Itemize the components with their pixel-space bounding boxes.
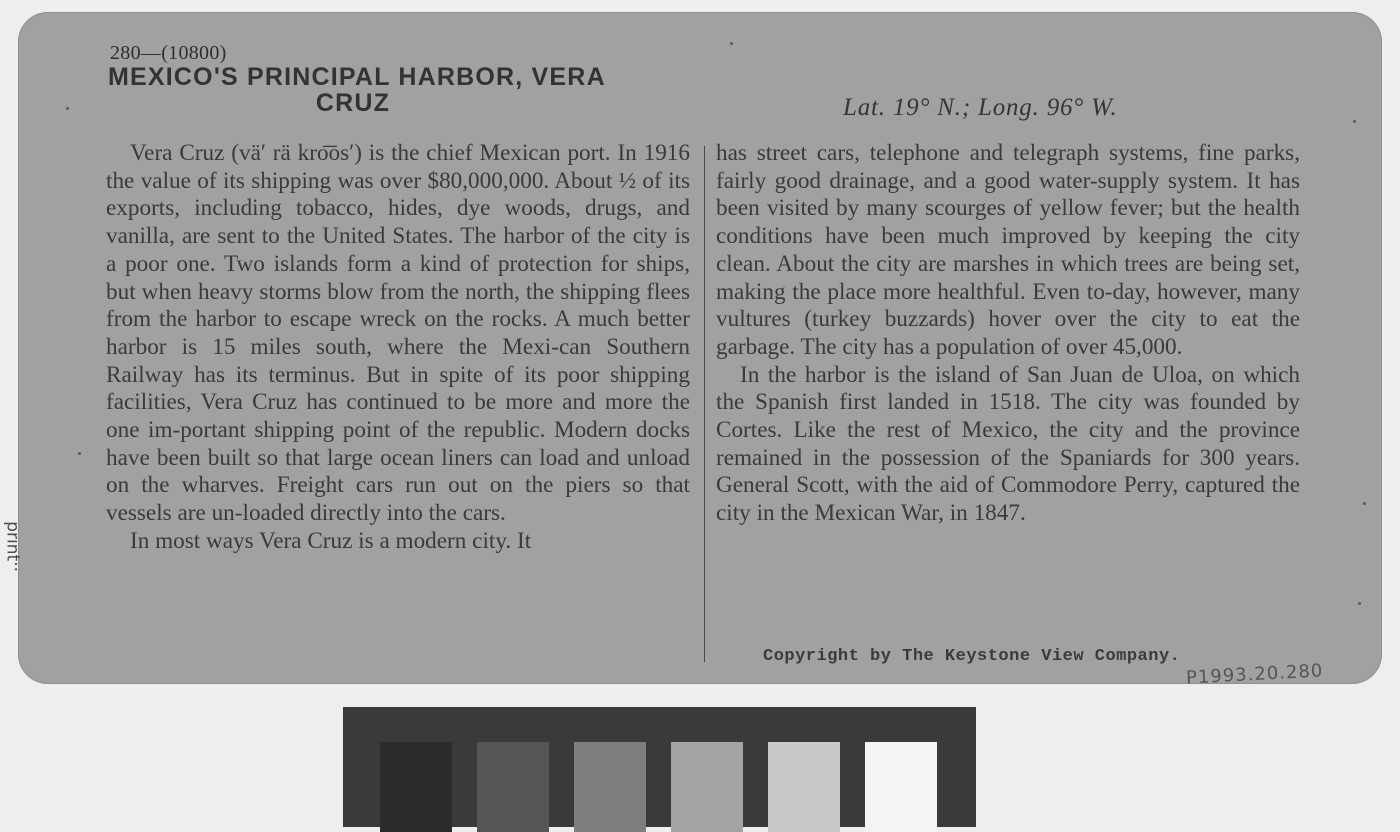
- card-number: 280—(10800): [110, 42, 227, 64]
- speck: [730, 42, 733, 45]
- left-paragraph-2: In most ways Vera Cruz is a modern city. It: [130, 527, 532, 554]
- card-coordinates: Lat. 19° N.; Long. 96° W.: [843, 94, 1118, 121]
- speck: [78, 452, 81, 455]
- gray-swatch-6: [865, 742, 937, 832]
- card-title: [108, 64, 708, 116]
- text-column-right: [716, 140, 1300, 528]
- speck: [66, 107, 69, 110]
- copyright-line: Copyright by The Keystone View Company.: [763, 647, 1181, 666]
- card-title-line1: MEXICO'S PRINCIPAL HARBOR, VERA: [108, 63, 606, 91]
- gray-swatch-4: [671, 742, 743, 832]
- left-paragraph-1: Vera Cruz (vä′ rä kro͞os′) is the chief Mexican port. In 1916 the value of its shipping was over $80,000,000. About ½ of its exports, including tobacco, hides, dye woods, drugs, and vanilla, are sent to the United States. The harbor of the city is a poor one. Two islands form a kind of protection for ships, but when heavy storms blow from the north, the shipping flees from the harbor to escape wreck on the rocks. A much better harbor is 15 miles south, where the Mexi-can Southern Railway has its terminus. But in spite of its poor shipping facilities, Vera Cruz has continued to be more and more the one im-portant shipping point of the republic. Modern docks have been built so that large ocean liners can load and unload on the wharves. Freight cars run out on the piers so that vessels are un-loaded directly into the cars.: [106, 140, 690, 527]
- right-paragraph-2: In the harbor is the island of San Juan de Uloa, on which the Spanish first landed in 1518. The city was founded by Cortes. Like the rest of Mexico, the city and the province remained in the possession of the Spaniards for 300 years. General Scott, with the aid of Commodore Perry, captured the city in the Mexican War, in 1847.: [716, 361, 1300, 527]
- text-column-left: [106, 140, 690, 556]
- speck: [1358, 602, 1361, 605]
- gray-swatch-3: [574, 742, 646, 832]
- right-paragraph-1: has street cars, telephone and telegraph systems, fine parks, fairly good drainage, and a good water-supply system. It has been visited by many scourges of yellow fever; but the health conditions have been much improved by keeping the city clean. About the city are marshes in which trees are being set, making the place more healthful. Even to-day, however, many vultures (turkey buzzards) hover over the city to eat the garbage. The city has a population of over 45,000.: [716, 140, 1300, 360]
- stereograph-card-back: [2, 12, 1382, 689]
- speck: [1363, 502, 1366, 505]
- gray-swatch-5: [768, 742, 840, 832]
- speck: [1353, 120, 1356, 123]
- accession-number: P1993.20.280: [1185, 660, 1324, 689]
- side-stamp: ..ʇuıɹd: [2, 521, 22, 572]
- gray-swatch-2: [477, 742, 549, 832]
- column-divider: [704, 146, 705, 662]
- gray-swatch-1: [380, 742, 452, 832]
- card-title-line2: CRUZ: [315, 89, 391, 117]
- color-calibration-target: [343, 707, 976, 827]
